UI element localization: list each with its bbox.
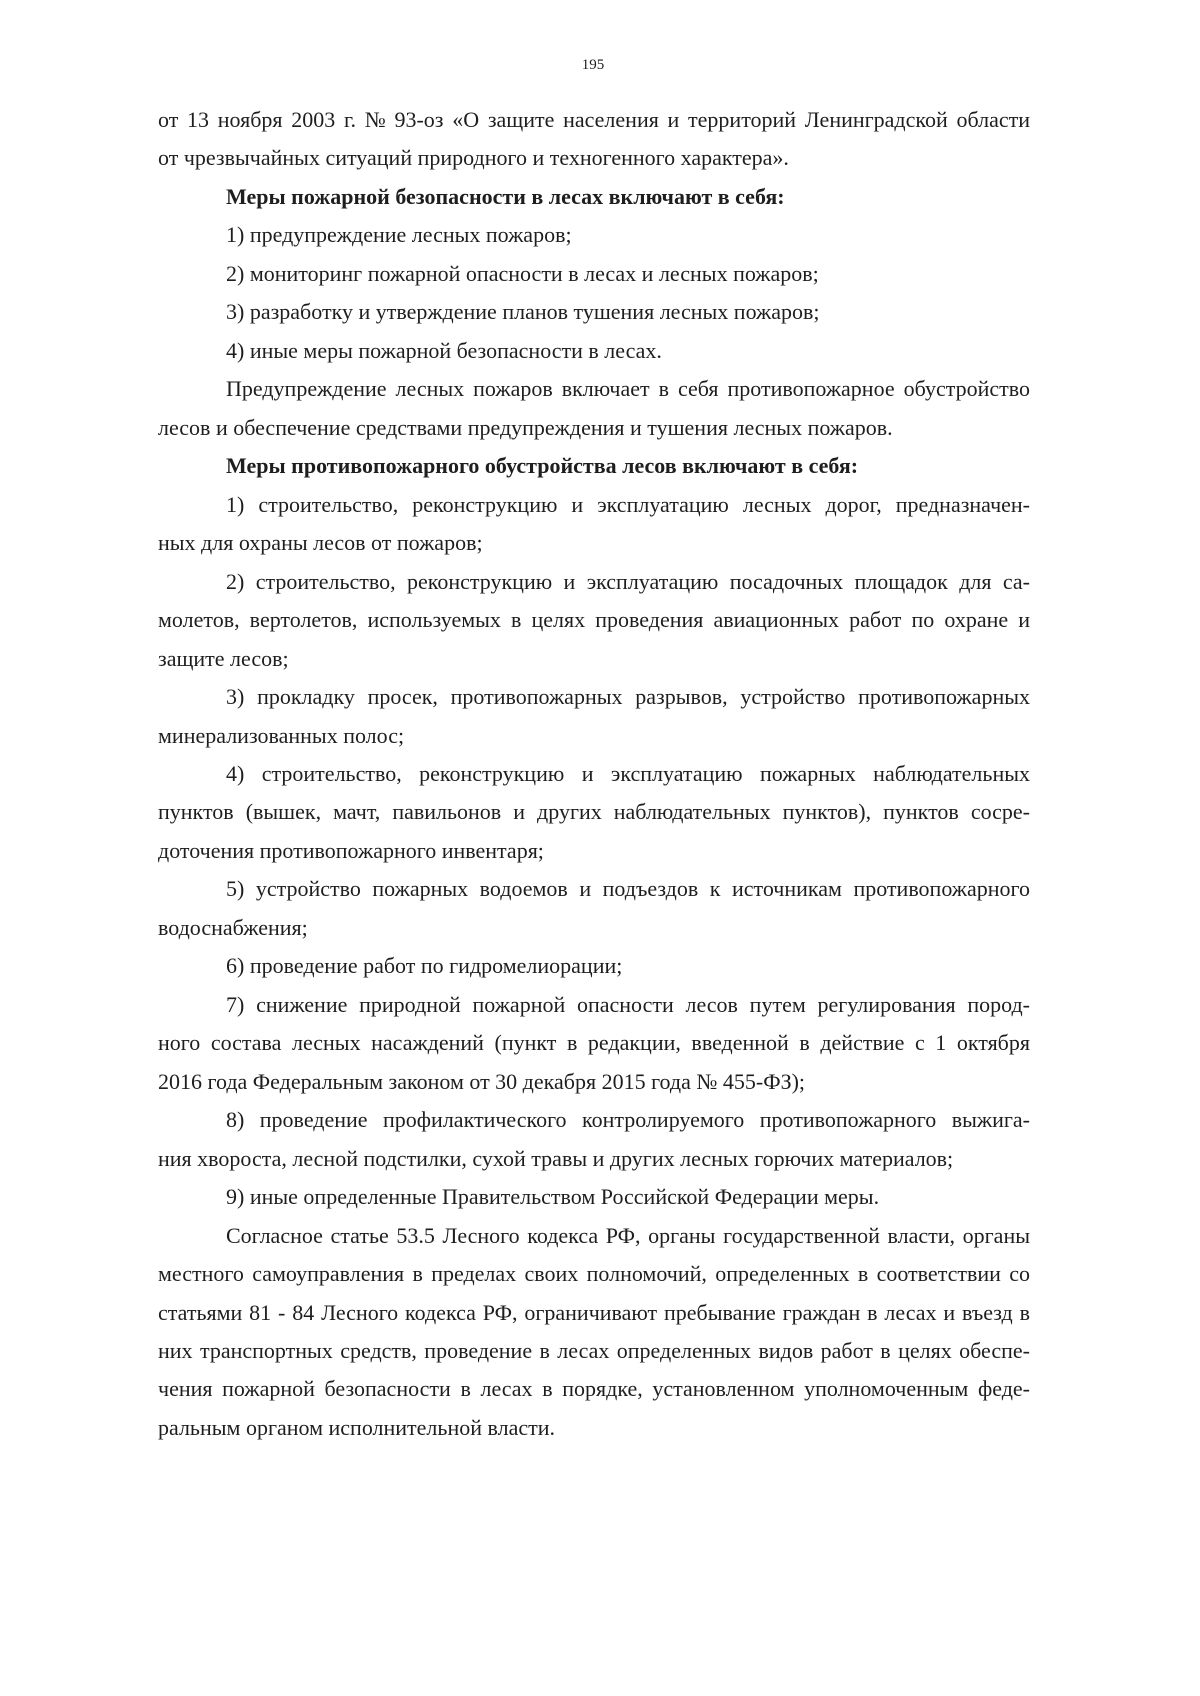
text-line-row bbox=[158, 909, 1030, 947]
text-line-row bbox=[158, 486, 1030, 524]
text-line-row bbox=[158, 717, 1030, 755]
text-line-row bbox=[158, 640, 1030, 678]
heading-text: Меры пожарной безопасности в лесах включают в себя: bbox=[226, 183, 785, 209]
text-line: местного самоуправления в пределах своих полномочий, определенных в соответствии со bbox=[158, 1261, 1030, 1287]
text-line-row bbox=[158, 1370, 1030, 1408]
text-line: 1) строительство, реконструкцию и эксплуатацию лесных дорог, предназначен- bbox=[226, 491, 1030, 517]
text-line-row bbox=[158, 216, 1030, 254]
text-line-row bbox=[158, 524, 1030, 562]
text-line: них транспортных средств, проведение в лесах определенных видов работ в целях обеспе- bbox=[158, 1338, 1030, 1363]
text-line: ния хвороста, лесной подстилки, сухой травы и других лесных горючих материалов; bbox=[158, 1145, 954, 1171]
text-line-row bbox=[158, 409, 1030, 447]
text-line: молетов, вертолетов, используемых в целях проведения авиационных работ по охране и bbox=[158, 607, 1030, 633]
list-item bbox=[158, 216, 1030, 254]
paragraph bbox=[158, 1217, 1030, 1448]
heading-text: Меры противопожарного обустройства лесов включают в себя: bbox=[226, 453, 859, 479]
list-item bbox=[158, 947, 1030, 985]
text-line-row bbox=[158, 986, 1030, 1024]
text-line-row bbox=[158, 370, 1030, 408]
list-item bbox=[158, 1178, 1030, 1216]
text-line-row bbox=[158, 870, 1030, 908]
text-line-row bbox=[158, 255, 1030, 293]
text-line: 4) строительство, реконструкцию и эксплуатацию пожарных наблюдательных bbox=[226, 760, 1030, 786]
text-line: ного состава лесных насаждений (пункт в редакции, введенной в действие с 1 октября bbox=[158, 1030, 1030, 1056]
text-line-row bbox=[158, 139, 1030, 177]
text-line: пунктов (вышек, мачт, павильонов и других наблюдательных пунктов), пунктов сосре- bbox=[158, 799, 1030, 825]
text-line: 2) мониторинг пожарной опасности в лесах и лесных пожаров; bbox=[226, 260, 819, 286]
text-line: статьями 81 - 84 Лесного кодекса РФ, ограничивают пребывание граждан в лесах и въезд в bbox=[158, 1299, 1030, 1325]
text-line: Предупреждение лесных пожаров включает в себя противопожарное обустройство bbox=[226, 376, 1030, 402]
text-line-row bbox=[158, 793, 1030, 831]
text-line: 1) предупреждение лесных пожаров; bbox=[226, 222, 572, 248]
text-line-row bbox=[158, 1024, 1030, 1062]
text-line: 8) проведение профилактического контролируемого противопожарного выжига- bbox=[226, 1107, 1030, 1133]
text-line-row bbox=[158, 1294, 1030, 1332]
text-line: от чрезвычайных ситуаций природного и техногенного характера». bbox=[158, 145, 789, 171]
text-line: 2) строительство, реконструкцию и эксплуатацию посадочных площадок для са- bbox=[226, 568, 1030, 594]
text-line: 3) прокладку просек, противопожарных разрывов, устройство противопожарных bbox=[226, 684, 1030, 710]
text-line-row bbox=[158, 293, 1030, 331]
text-line: лесов и обеспечение средствами предупреждения и тушения лесных пожаров. bbox=[158, 414, 893, 440]
text-line: ных для охраны лесов от пожаров; bbox=[158, 530, 483, 556]
list-item bbox=[158, 332, 1030, 370]
text-line-row bbox=[158, 678, 1030, 716]
text-line: 9) иные определенные Правительством Российской Федерации меры. bbox=[226, 1184, 880, 1210]
text-line: Согласное статье 53.5 Лесного кодекса РФ, органы государственной власти, органы bbox=[226, 1222, 1030, 1248]
text-line: доточения противопожарного инвентаря; bbox=[158, 837, 544, 863]
text-line: водоснабжения; bbox=[158, 914, 308, 940]
list-item bbox=[158, 986, 1030, 1101]
text-line: 3) разработку и утверждение планов тушения лесных пожаров; bbox=[226, 299, 820, 325]
list-item bbox=[158, 563, 1030, 678]
text-line-row bbox=[158, 1178, 1030, 1216]
text-line-row bbox=[158, 178, 1030, 216]
list-item bbox=[158, 678, 1030, 755]
text-line-row bbox=[158, 447, 1030, 485]
text-line: ральным органом исполнительной власти. bbox=[158, 1414, 555, 1440]
list-item bbox=[158, 1101, 1030, 1178]
text-line: от 13 ноября 2003 г. № 93-оз «О защите населения и территорий Ленинградской области bbox=[158, 107, 1030, 132]
text-line-row bbox=[158, 332, 1030, 370]
text-line-row bbox=[158, 601, 1030, 639]
text-line-row bbox=[158, 1140, 1030, 1178]
list-item bbox=[158, 755, 1030, 870]
text-line-row bbox=[158, 832, 1030, 870]
text-line-row bbox=[158, 101, 1030, 139]
text-line: 2016 года Федеральным законом от 30 декабря 2015 года № 455-ФЗ); bbox=[158, 1068, 806, 1094]
text-line-row bbox=[158, 1063, 1030, 1101]
text-line-row bbox=[158, 1332, 1030, 1370]
section-heading-fire-safety-measures bbox=[158, 178, 1030, 216]
text-line-row bbox=[158, 1101, 1030, 1139]
document-body bbox=[158, 101, 1030, 1447]
page-number: 195 bbox=[581, 57, 605, 73]
section-heading-fire-prevention-arrangement bbox=[158, 447, 1030, 485]
text-line: защите лесов; bbox=[158, 645, 289, 671]
list-item bbox=[158, 293, 1030, 331]
paragraph bbox=[158, 370, 1030, 447]
text-line-row bbox=[158, 563, 1030, 601]
list-item bbox=[158, 255, 1030, 293]
text-line: 6) проведение работ по гидромелиорации; bbox=[226, 953, 623, 979]
list-item bbox=[158, 486, 1030, 563]
text-line: минерализованных полос; bbox=[158, 722, 405, 748]
text-line-row bbox=[158, 1255, 1030, 1293]
text-line: 5) устройство пожарных водоемов и подъездов к источникам противопожарного bbox=[226, 876, 1030, 902]
text-line: 7) снижение природной пожарной опасности лесов путем регулирования пород- bbox=[226, 991, 1030, 1017]
text-line-row bbox=[158, 755, 1030, 793]
text-line: 4) иные меры пожарной безопасности в лесах. bbox=[226, 337, 662, 363]
text-line: чения пожарной безопасности в лесах в порядке, установленном уполномоченным феде- bbox=[158, 1376, 1030, 1402]
list-item bbox=[158, 870, 1030, 947]
paragraph-continuation bbox=[158, 101, 1030, 178]
text-line-row bbox=[158, 1409, 1030, 1447]
text-line-row bbox=[158, 947, 1030, 985]
text-line-row bbox=[158, 1217, 1030, 1255]
